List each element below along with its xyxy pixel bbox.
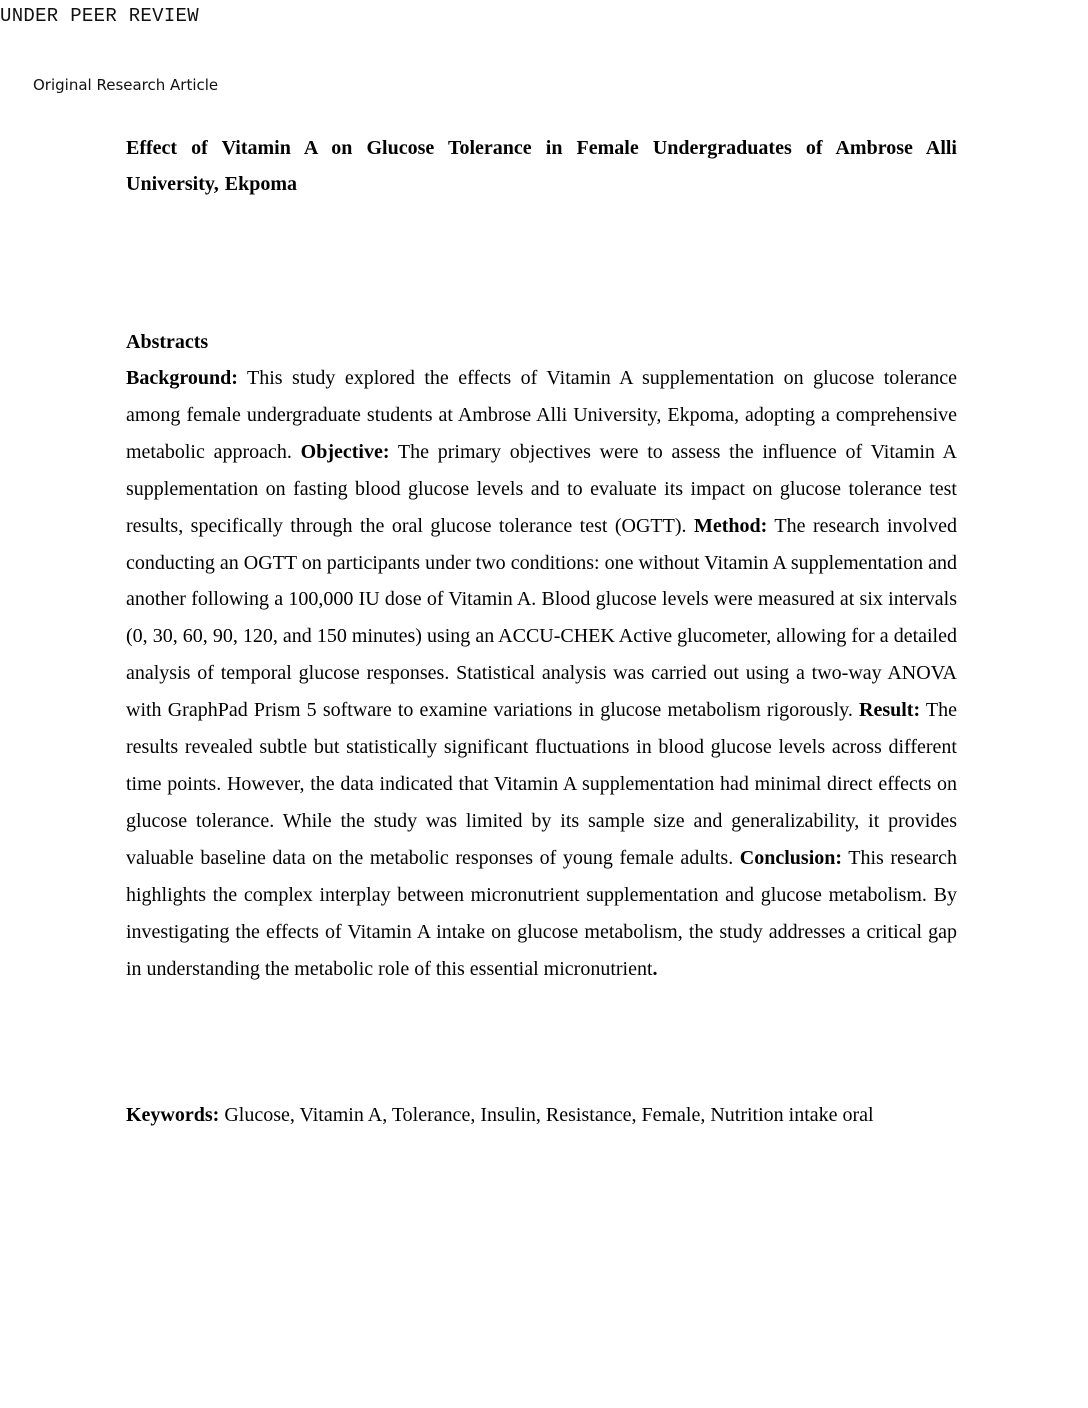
background-text: This study explored the effects of Vitamin A supplementation on glucose tolerance among female undergraduate students at Ambrose Alli University, Ekpoma, adopting a comprehensive metabolic approach. (126, 367, 957, 463)
abstract-heading: Abstracts (126, 331, 209, 353)
keywords-label: Keywords: (126, 1104, 220, 1126)
article-type-label: Original Research Article (33, 76, 219, 94)
result-label: Result: (859, 699, 921, 722)
conclusion-label: Conclusion: (739, 846, 843, 869)
keywords-text: Glucose, Vitamin A, Tolerance, Insulin, Resistance, Female, Nutrition intake oral (219, 1104, 874, 1126)
result-text: The results revealed subtle but statistically significant fluctuations in blood glucose levels across different time points. However, the data indicated that Vitamin A supplementation had minimal direct effects on glucose tolerance. While the study was limited by its sample size and generalizability, it provides valuable baseline data on the metabolic responses of young female adults. (126, 699, 957, 869)
keywords-line (126, 1097, 957, 1133)
conclusion-text: This research highlights the complex interplay between micronutrient supplementation and glucose metabolism. By investigating the effects of Vitamin A intake on glucose metabolism, the study addresses a critical gap in understanding the metabolic role of this essential micronutrient (126, 846, 957, 980)
final-period: . (652, 957, 658, 980)
paper-title: Effect of Vitamin A on Glucose Tolerance in Female Undergraduates of Ambrose Alli University, Ekpoma (126, 137, 957, 195)
objective-label: Objective: (300, 440, 390, 463)
method-text: The research involved conducting an OGTT on participants under two conditions: one without Vitamin A supplementation and another following a 100,000 IU dose of Vitamin A. Blood glucose levels were measured at six intervals (0, 30, 60, 90, 120, and 150 minutes) using an ACCU-CHEK Active glucometer, allowing for a detailed analysis of temporal glucose responses. Statistical analysis was carried out using a two-way ANOVA with GraphPad Prism 5 software to examine variations in glucose metabolism rigorously. (126, 514, 957, 722)
peer-review-watermark: UNDER PEER REVIEW (0, 5, 199, 27)
abstract-body (126, 360, 957, 987)
objective-text: The primary objectives were to assess the influence of Vitamin A supplementation on fasting blood glucose levels and to evaluate its impact on glucose tolerance test results, specifically through the oral glucose tolerance test (OGTT). (126, 440, 958, 537)
method-label: Method: (693, 514, 768, 537)
background-label: Background: (126, 367, 238, 389)
